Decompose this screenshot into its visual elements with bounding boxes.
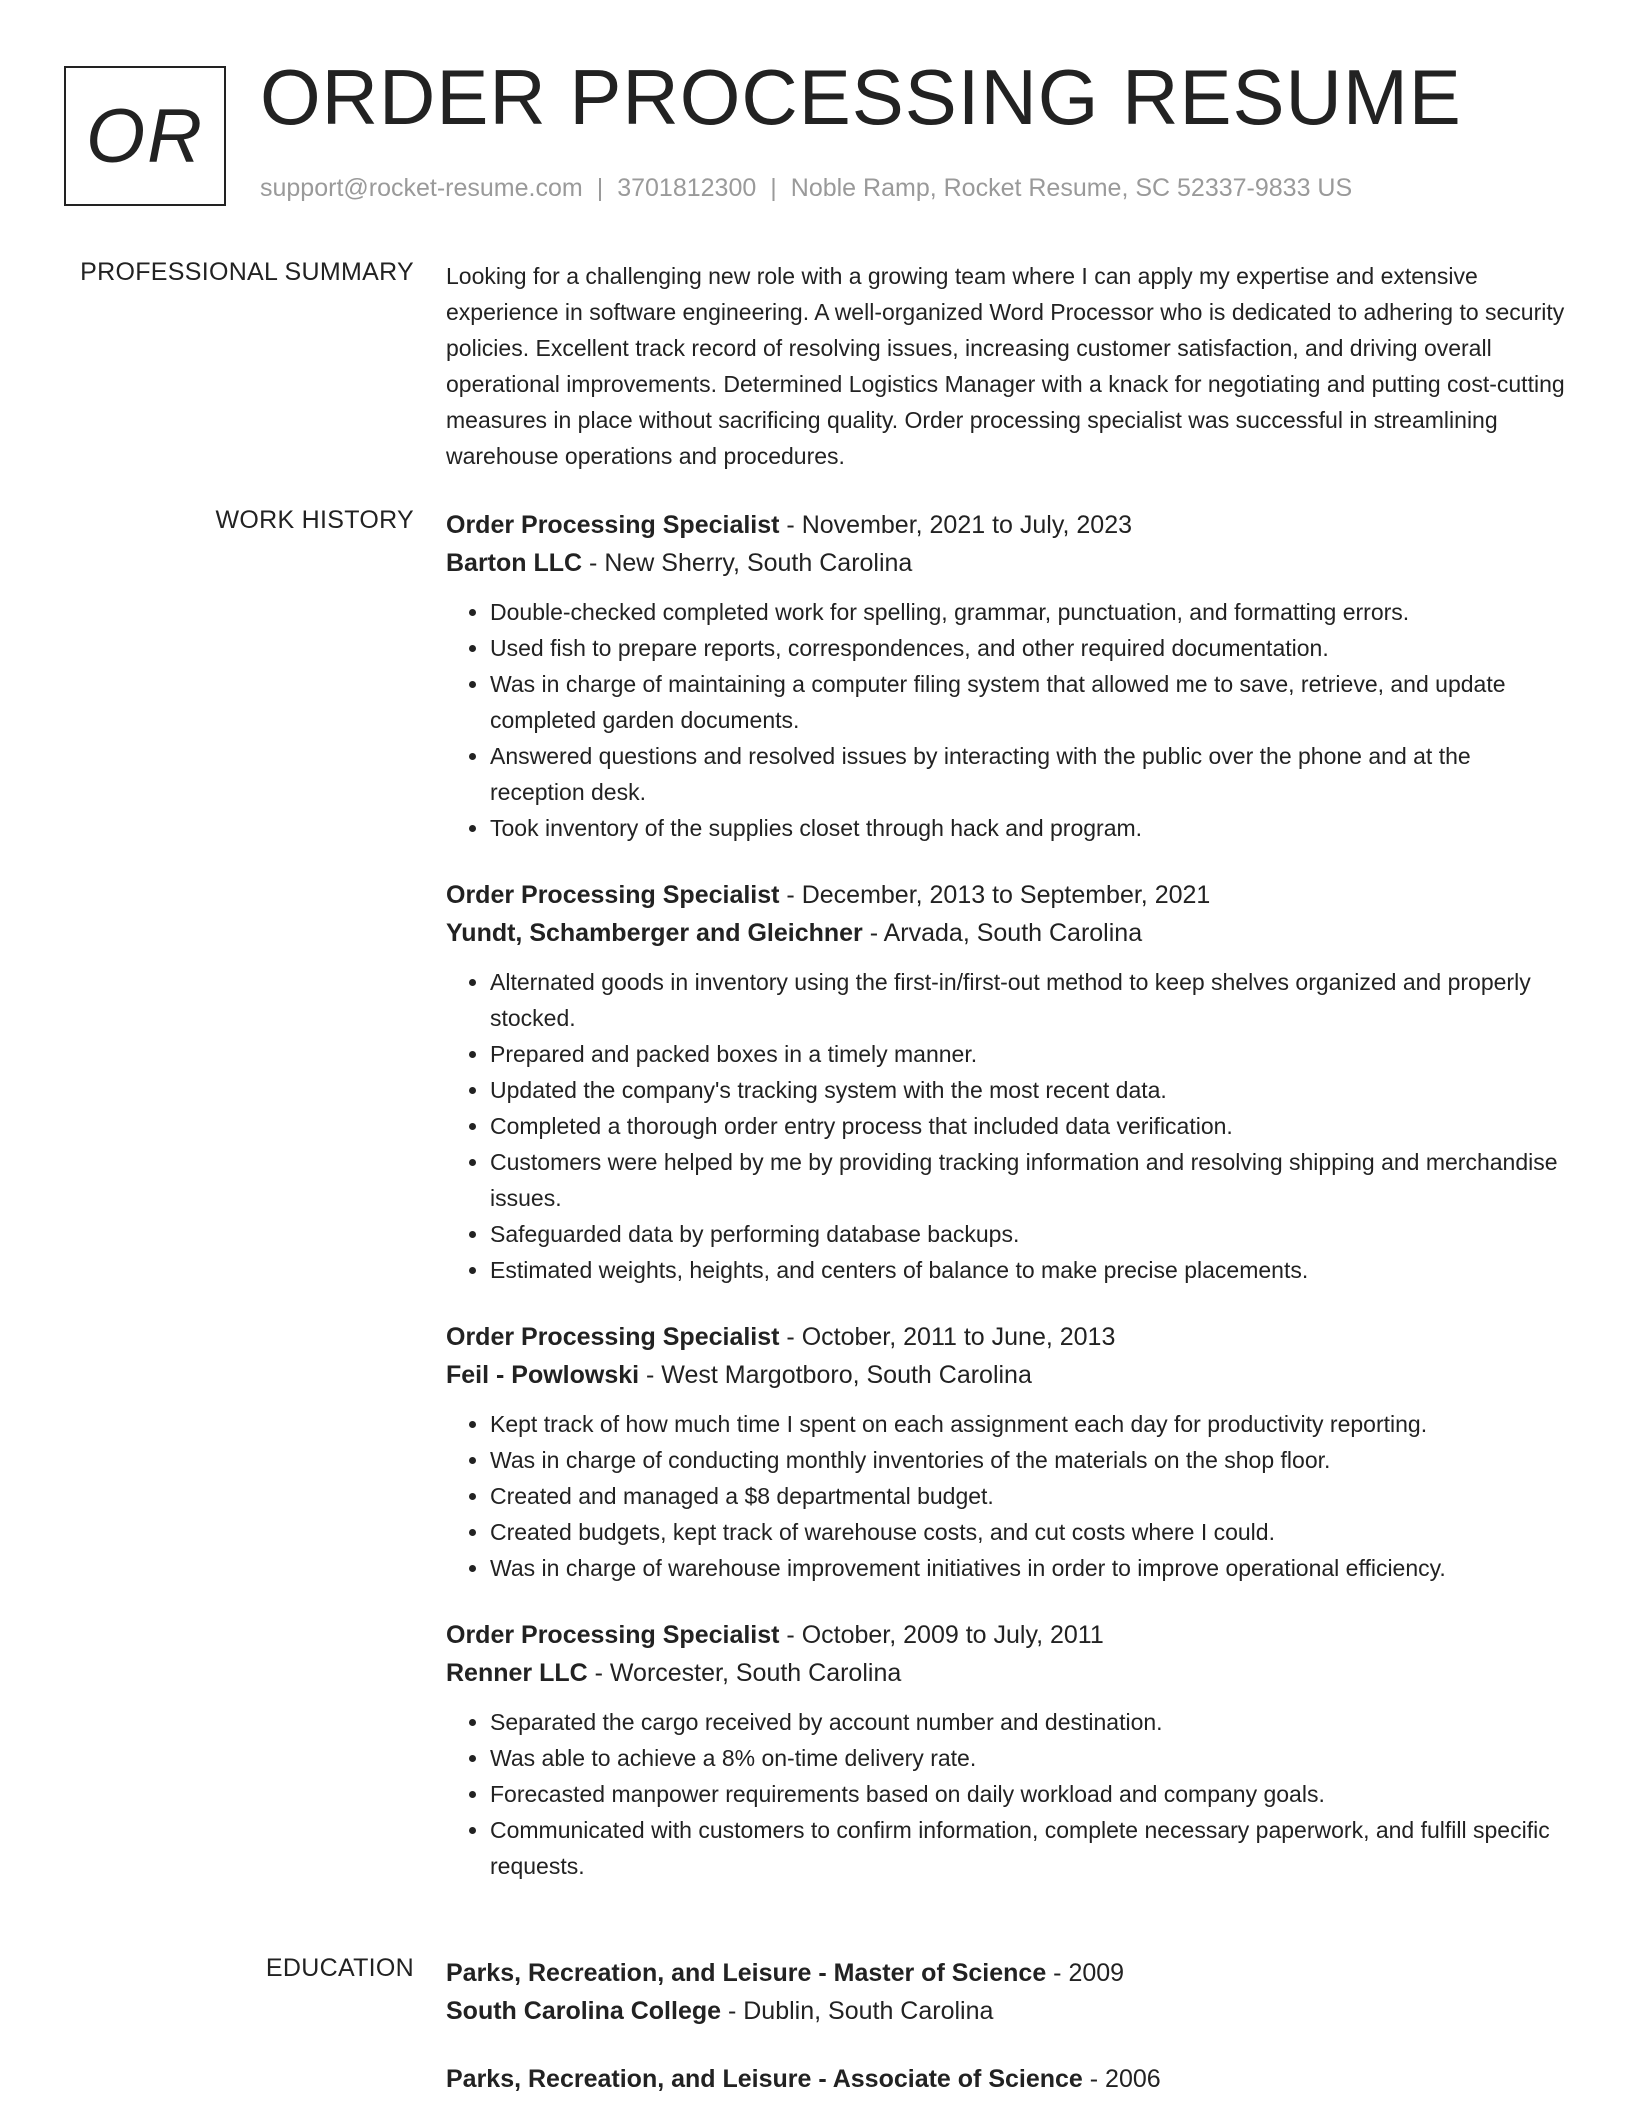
education-degree: Parks, Recreation, and Leisure - Associate of Science: [446, 2065, 1083, 2093]
job-entry: [446, 876, 1566, 1288]
job-bullet: • Updated the company's tracking system with the most recent data.: [490, 1072, 1566, 1108]
job-bullet: • Created and managed a $8 departmental budget.: [490, 1478, 1566, 1514]
job-dates: - November, 2021 to July, 2023: [779, 511, 1132, 539]
resume-title: ORDER PROCESSING RESUME: [260, 53, 1462, 141]
job-entry: [446, 1318, 1566, 1586]
contact-line: [260, 174, 1352, 203]
monogram-logo: OR: [64, 66, 226, 206]
job-bullet: • Was able to achieve a 8% on-time delivery rate.: [490, 1740, 1566, 1776]
job-bullet: • Prepared and packed boxes in a timely manner.: [490, 1036, 1566, 1072]
job-location: - New Sherry, South Carolina: [582, 549, 913, 577]
job-company-line: [446, 1356, 1566, 1394]
education-year: - 2009: [1046, 1959, 1125, 1987]
job-bullet: • Took inventory of the supplies closet through hack and program.: [490, 810, 1566, 846]
job-bullet: • Double-checked completed work for spelling, grammar, punctuation, and formatting errors.: [490, 594, 1566, 630]
education-degree-line: [446, 2060, 1566, 2098]
job-company-line: [446, 544, 1566, 582]
job-bullet: • Alternated goods in inventory using the first-in/first-out method to keep shelves organized and properly stocked.: [490, 964, 1566, 1036]
resume-header: [64, 53, 1568, 210]
education-school: South Carolina College: [446, 1997, 722, 2025]
job-title-line: [446, 1616, 1566, 1654]
job-dates: - October, 2011 to June, 2013: [779, 1323, 1116, 1351]
education-degree: Parks, Recreation, and Leisure - Master of Science: [446, 1959, 1047, 1987]
job-bullet: • Communicated with customers to confirm information, complete necessary paperwork, and fulfill specific requests.: [490, 1812, 1566, 1884]
education-degree-line: [446, 1954, 1566, 1992]
job-dates: - October, 2009 to July, 2011: [779, 1621, 1104, 1649]
contact-phone[interactable]: 3701812300: [617, 174, 757, 202]
section-label-work-history: WORK HISTORY: [215, 506, 414, 534]
section-label-summary: PROFESSIONAL SUMMARY: [80, 258, 414, 286]
job-bullet: • Created budgets, kept track of warehouse costs, and cut costs where I could.: [490, 1514, 1566, 1550]
job-company-line: [446, 1654, 1566, 1692]
job-company-line: [446, 914, 1566, 952]
job-bullets: [446, 964, 1566, 1288]
job-title: Order Processing Specialist: [446, 1621, 780, 1649]
contact-email[interactable]: support@rocket-resume.com: [260, 174, 583, 202]
education-location: - Dublin, South Carolina: [721, 1997, 994, 2025]
job-bullet: • Kept track of how much time I spent on each assignment each day for productivity reporting.: [490, 1406, 1566, 1442]
job-title-line: [446, 506, 1566, 544]
job-bullet: • Was in charge of warehouse improvement initiatives in order to improve operational efficiency.: [490, 1550, 1566, 1586]
job-bullet: • Used fish to prepare reports, correspondences, and other required documentation.: [490, 630, 1566, 666]
education-entry: [446, 2060, 1566, 2098]
job-location: - Arvada, South Carolina: [862, 919, 1143, 947]
job-bullets: [446, 1704, 1566, 1884]
job-company: Barton LLC: [446, 549, 583, 577]
job-title: Order Processing Specialist: [446, 1323, 780, 1351]
education-entry: [446, 1954, 1566, 2030]
job-company: Feil - Powlowski: [446, 1361, 640, 1389]
education-school-line: [446, 1992, 1566, 2030]
job-title-line: [446, 876, 1566, 914]
job-bullet: • Was in charge of conducting monthly inventories of the materials on the shop floor.: [490, 1442, 1566, 1478]
job-title: Order Processing Specialist: [446, 881, 780, 909]
job-location: - West Margotboro, South Carolina: [639, 1361, 1032, 1389]
summary-text: Looking for a challenging new role with a growing team where I can apply my expertise and extensive experience in software engineering. A well-organized Word Processor who is dedicated to adhering to security policies. Excellent track record of resolving issues, increasing customer satisfaction, and driving overall operational improvements. Determined Logistics Manager with a knack for negotiating and putting cost-cutting measures in place without sacrificing quality. Order processing specialist was successful in streamlining warehouse operations and procedures.: [446, 263, 1565, 469]
contact-separator: |: [770, 174, 777, 202]
job-bullet: • Answered questions and resolved issues by interacting with the public over the phone and at the reception desk.: [490, 738, 1566, 810]
job-bullet: • Completed a thorough order entry process that included data verification.: [490, 1108, 1566, 1144]
job-title-line: [446, 1318, 1566, 1356]
contact-address: Noble Ramp, Rocket Resume, SC 52337-9833 US: [790, 174, 1353, 202]
contact-separator: |: [596, 174, 604, 202]
job-bullet: • Customers were helped by me by providing tracking information and resolving shipping and merchandise issues.: [490, 1144, 1566, 1216]
education-year: - 2006: [1082, 2065, 1161, 2093]
job-bullet: • Estimated weights, heights, and centers of balance to make precise placements.: [490, 1252, 1566, 1288]
job-company: Yundt, Schamberger and Gleichner: [446, 919, 863, 947]
job-bullet: • Separated the cargo received by account number and destination.: [490, 1704, 1566, 1740]
job-entry: [446, 506, 1566, 846]
section-label-education: EDUCATION: [265, 1954, 414, 1982]
job-bullet: • Was in charge of maintaining a computer filing system that allowed me to save, retrieve, and update completed garden documents.: [490, 666, 1566, 738]
job-entry: [446, 1616, 1566, 1884]
job-location: - Worcester, South Carolina: [587, 1659, 902, 1687]
job-dates: - December, 2013 to September, 2021: [779, 881, 1211, 909]
job-bullet: • Forecasted manpower requirements based on daily workload and company goals.: [490, 1776, 1566, 1812]
job-company: Renner LLC: [446, 1659, 588, 1687]
job-bullet: • Safeguarded data by performing database backups.: [490, 1216, 1566, 1252]
job-bullets: [446, 1406, 1566, 1586]
job-bullets: [446, 594, 1566, 846]
job-title: Order Processing Specialist: [446, 511, 780, 539]
